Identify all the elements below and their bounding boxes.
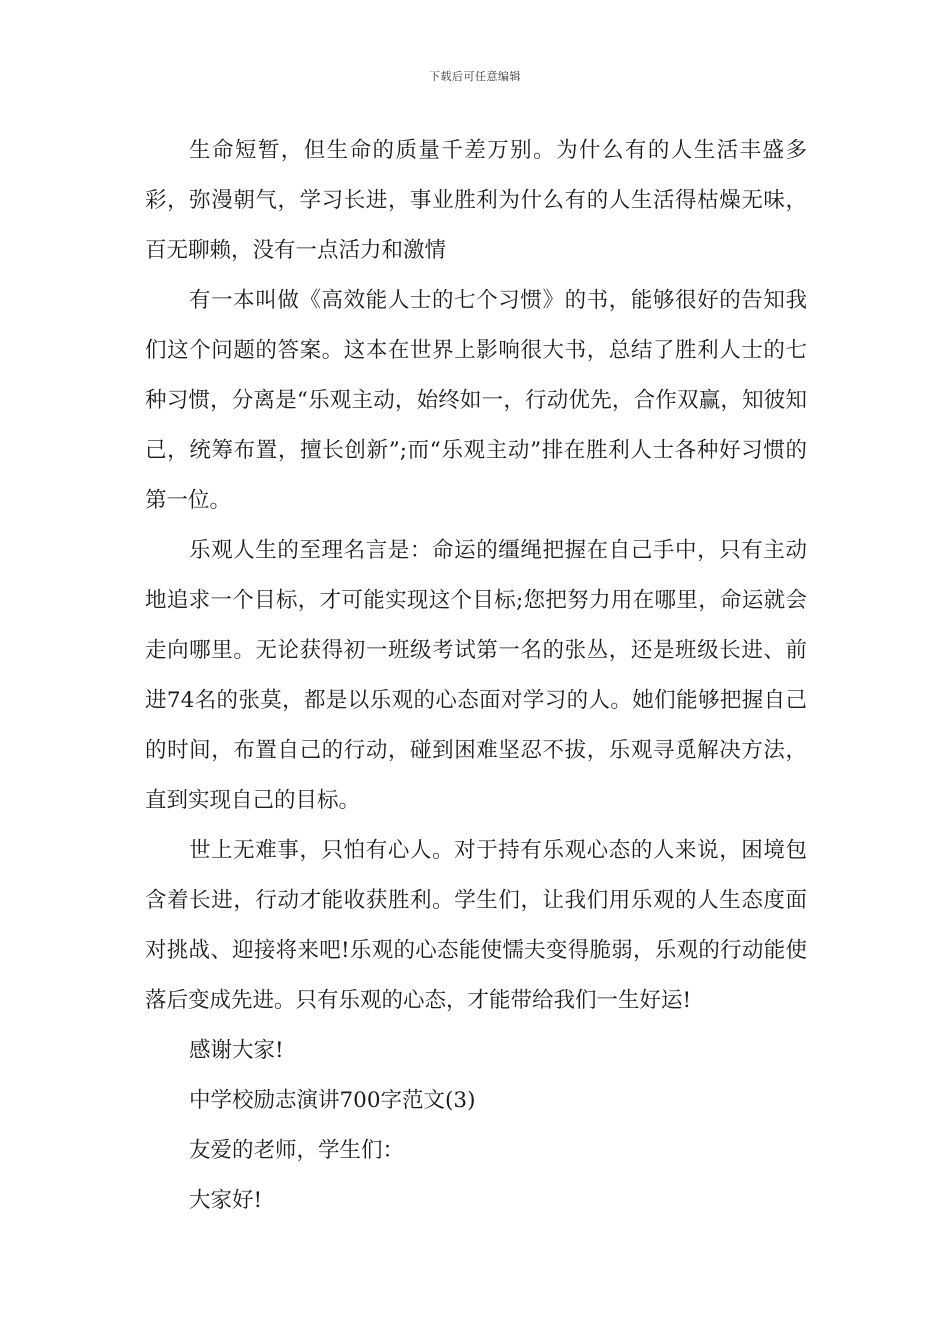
greeting: 大家好! [189,1188,263,1213]
page-header: 下载后可任意编辑 [429,70,521,83]
closing-line: 感谢大家! [189,1038,284,1063]
paragraph: 世上无难事，只怕有心人。对于持有乐观心态的人来说，困境包含着长进，行动才能收获胜利。学生们，让我们用乐观的人生态度面对挑战、迎接将来吧!乐观的心态能使懦夫变得脆弱，乐观的行动能使落后变成先进。只有乐观的心态，才能带给我们一生好运! [145,838,807,1013]
salutation: 友爱的老师，学生们： [189,1138,405,1163]
document-body [145,126,807,1226]
paragraph: 有一本叫做《高效能人士的七个习惯》的书，能够很好的告知我们这个问题的答案。这本在世界上影响很大书，总结了胜利人士的七种习惯，分离是“乐观主动，始终如一，行动优先，合作双赢，知彼知己，统筹布置，擅长创新”;而“乐观主动”排在胜利人士各种好习惯的第一位。 [145,288,807,513]
section-title: 中学校励志演讲700字范文(3) [189,1088,476,1113]
paragraph: 乐观人生的至理名言是：命运的缰绳把握在自己手中，只有主动地追求一个目标，才可能实现这个目标;您把努力用在哪里，命运就会走向哪里。无论获得初一班级考试第一名的张丛，还是班级长进、前进74名的张莫，都是以乐观的心态面对学习的人。她们能够把握自己的时间，布置自己的行动，碰到困难坚忍不拔，乐观寻觅解决方法，直到实现自己的目标。 [145,538,807,813]
paragraph: 生命短暂，但生命的质量千差万别。为什么有的人生活丰盛多彩，弥漫朝气，学习长进，事业胜利为什么有的人生活得枯燥无味，百无聊赖，没有一点活力和激情 [145,138,807,263]
